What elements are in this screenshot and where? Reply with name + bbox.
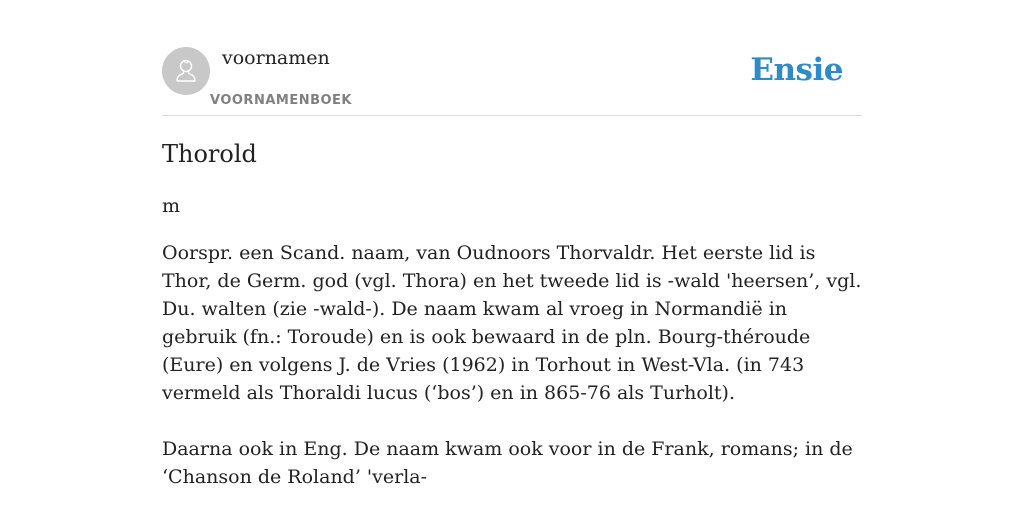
author-name[interactable]: voornamen bbox=[222, 47, 330, 69]
avatar[interactable] bbox=[162, 47, 210, 95]
page-container bbox=[162, 0, 862, 488]
header bbox=[162, 0, 862, 116]
user-icon bbox=[171, 56, 201, 86]
entry-body bbox=[162, 239, 862, 519]
body-paragraph: Daarna ook in Eng. De naam kwam ook voor in de Frank, romans; in de ‘Chanson de Roland’ 'verla- bbox=[162, 438, 853, 488]
gender-label: m bbox=[162, 195, 181, 217]
source-label[interactable]: VOORNAMENBOEK bbox=[210, 93, 352, 108]
brand-logo[interactable]: Ensie bbox=[750, 52, 843, 88]
entry-title: Thorold bbox=[162, 140, 257, 168]
body-paragraph: Oorspr. een Scand. naam, van Oudnoors Thorvaldr. Het eerste lid is Thor, de Germ. god (vgl. Thora) en het tweede lid is -wald 'heersen’, vgl. Du. walten (zie -wald-). De naam kwam al vroeg in Normandië in gebruik (fn.: Toroude) en is ook bewaard in de pln. Bourg-théroude (Eure) en volgens J. de Vries (1962) in Torhout in West-Vla. (in 743 vermeld als Thoraldi lucus (‘bos’) en in 865-76 als Turholt). bbox=[162, 242, 862, 404]
